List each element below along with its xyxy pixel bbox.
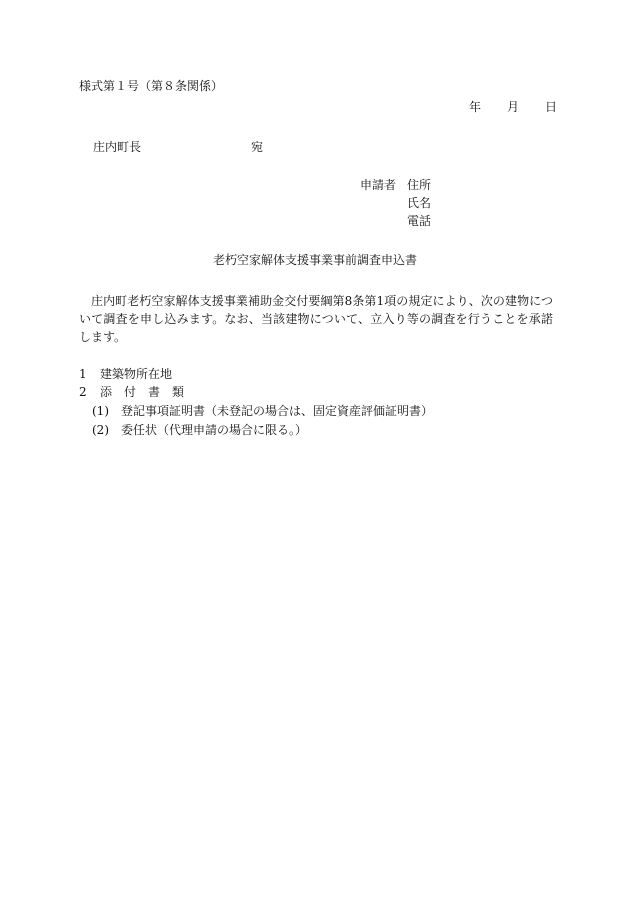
date-month-label: 月 bbox=[507, 100, 520, 114]
applicant-name-label: 氏名 bbox=[407, 196, 432, 210]
document-title: 老朽空家解体支援事業事前調査申込書 bbox=[212, 253, 417, 267]
attachment-number: (2) bbox=[92, 423, 109, 437]
item-number: 2 bbox=[79, 385, 87, 399]
attachment-item bbox=[92, 405, 433, 417]
date-year-label: 年 bbox=[469, 100, 482, 114]
date-line bbox=[469, 101, 557, 113]
addressee-honorific: 宛 bbox=[251, 140, 264, 154]
form-number: 様式第１号（第８条関係） bbox=[79, 79, 224, 93]
addressee-town: 庄内町長 bbox=[93, 140, 142, 154]
list-item bbox=[79, 368, 172, 380]
attachment-item bbox=[92, 424, 307, 436]
item-text: 建築物所在地 bbox=[100, 367, 173, 381]
addressee bbox=[93, 141, 263, 153]
list-item bbox=[79, 386, 184, 398]
applicant-label: 申請者 bbox=[360, 178, 397, 192]
attachment-text: 登記事項証明書（未登記の場合は、固定資産評価証明書） bbox=[121, 404, 434, 418]
attachment-number: (1) bbox=[92, 404, 109, 418]
item-number: 1 bbox=[79, 367, 87, 381]
applicant-phone-label: 電話 bbox=[407, 214, 432, 228]
item-text: 添 付 書 類 bbox=[100, 385, 185, 399]
body-paragraph: 庄内町老朽空家解体支援事業補助金交付要綱第8条第1項の規定により、次の建物について調査を申し込みます。なお、当該建物について、立入り等の調査を行うことを承諾します。 bbox=[79, 294, 553, 344]
attachment-text: 委任状（代理申請の場合に限る。） bbox=[121, 423, 308, 437]
date-day-label: 日 bbox=[545, 100, 558, 114]
applicant-address-label: 住所 bbox=[407, 178, 432, 192]
